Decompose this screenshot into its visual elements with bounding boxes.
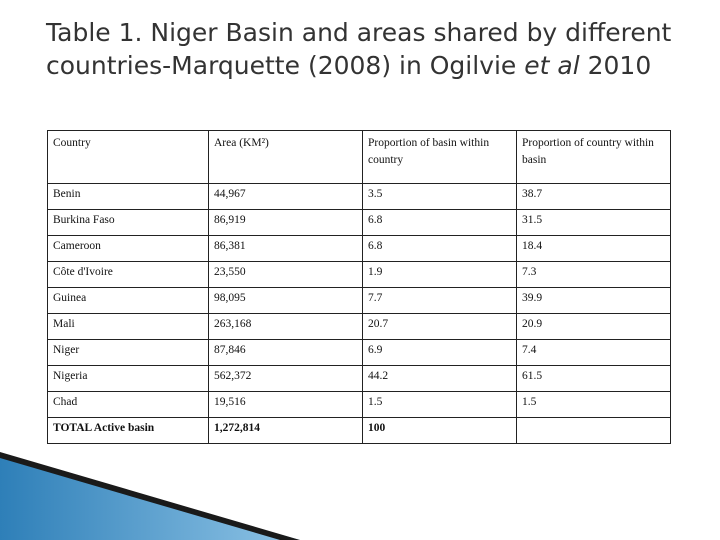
- cell-country: Côte d'Ivoire: [48, 262, 209, 288]
- table-row: [48, 314, 671, 340]
- cell-country: Burkina Faso: [48, 210, 209, 236]
- cell-proportion-country: 38.7: [517, 184, 671, 210]
- header-area: Area (KM²): [209, 131, 363, 184]
- cell-area: 23,550: [209, 262, 363, 288]
- cell-proportion-basin: 3.5: [363, 184, 517, 210]
- total-proportion-country: [517, 418, 671, 444]
- cell-proportion-basin: 1.5: [363, 392, 517, 418]
- table-row: [48, 340, 671, 366]
- cell-country: Cameroon: [48, 236, 209, 262]
- table-row: [48, 366, 671, 392]
- cell-proportion-basin: 20.7: [363, 314, 517, 340]
- cell-country: Chad: [48, 392, 209, 418]
- table-row: [48, 288, 671, 314]
- title-year: 2010: [579, 51, 652, 80]
- cell-area: 86,919: [209, 210, 363, 236]
- cell-country: Mali: [48, 314, 209, 340]
- cell-proportion-basin: 7.7: [363, 288, 517, 314]
- header-row: [48, 131, 671, 184]
- cell-proportion-country: 7.4: [517, 340, 671, 366]
- header-proportion-country: Proportion of country within basin: [517, 131, 671, 184]
- cell-area: 87,846: [209, 340, 363, 366]
- title-text: Table 1. Niger Basin and areas shared by different countries-Marquette (2008) in Ogilvie: [46, 18, 672, 80]
- cell-area: 98,095: [209, 288, 363, 314]
- header-proportion-basin: Proportion of basin within country: [363, 131, 517, 184]
- total-label: TOTAL Active basin: [48, 418, 209, 444]
- table-row: [48, 184, 671, 210]
- cell-country: Guinea: [48, 288, 209, 314]
- total-row: [48, 418, 671, 444]
- cell-country: Nigeria: [48, 366, 209, 392]
- cell-area: 263,168: [209, 314, 363, 340]
- cell-proportion-basin: 1.9: [363, 262, 517, 288]
- cell-proportion-country: 20.9: [517, 314, 671, 340]
- cell-proportion-basin: 6.8: [363, 236, 517, 262]
- cell-proportion-country: 7.3: [517, 262, 671, 288]
- cell-area: 19,516: [209, 392, 363, 418]
- cell-proportion-basin: 6.9: [363, 340, 517, 366]
- total-area: 1,272,814: [209, 418, 363, 444]
- table-row: [48, 210, 671, 236]
- table-row: [48, 236, 671, 262]
- cell-country: Niger: [48, 340, 209, 366]
- cell-proportion-country: 39.9: [517, 288, 671, 314]
- cell-area: 44,967: [209, 184, 363, 210]
- slide-title: [46, 16, 686, 82]
- cell-proportion-country: 1.5: [517, 392, 671, 418]
- table-row: [48, 392, 671, 418]
- table-row: [48, 262, 671, 288]
- cell-proportion-country: 61.5: [517, 366, 671, 392]
- cell-proportion-country: 31.5: [517, 210, 671, 236]
- header-country: Country: [48, 131, 209, 184]
- basin-table: [47, 130, 671, 444]
- total-proportion-basin: 100: [363, 418, 517, 444]
- cell-country: Benin: [48, 184, 209, 210]
- cell-area: 86,381: [209, 236, 363, 262]
- title-italic: et al: [524, 51, 580, 80]
- cell-proportion-basin: 6.8: [363, 210, 517, 236]
- cell-proportion-basin: 44.2: [363, 366, 517, 392]
- cell-area: 562,372: [209, 366, 363, 392]
- cell-proportion-country: 18.4: [517, 236, 671, 262]
- decorative-swoosh: [0, 450, 720, 540]
